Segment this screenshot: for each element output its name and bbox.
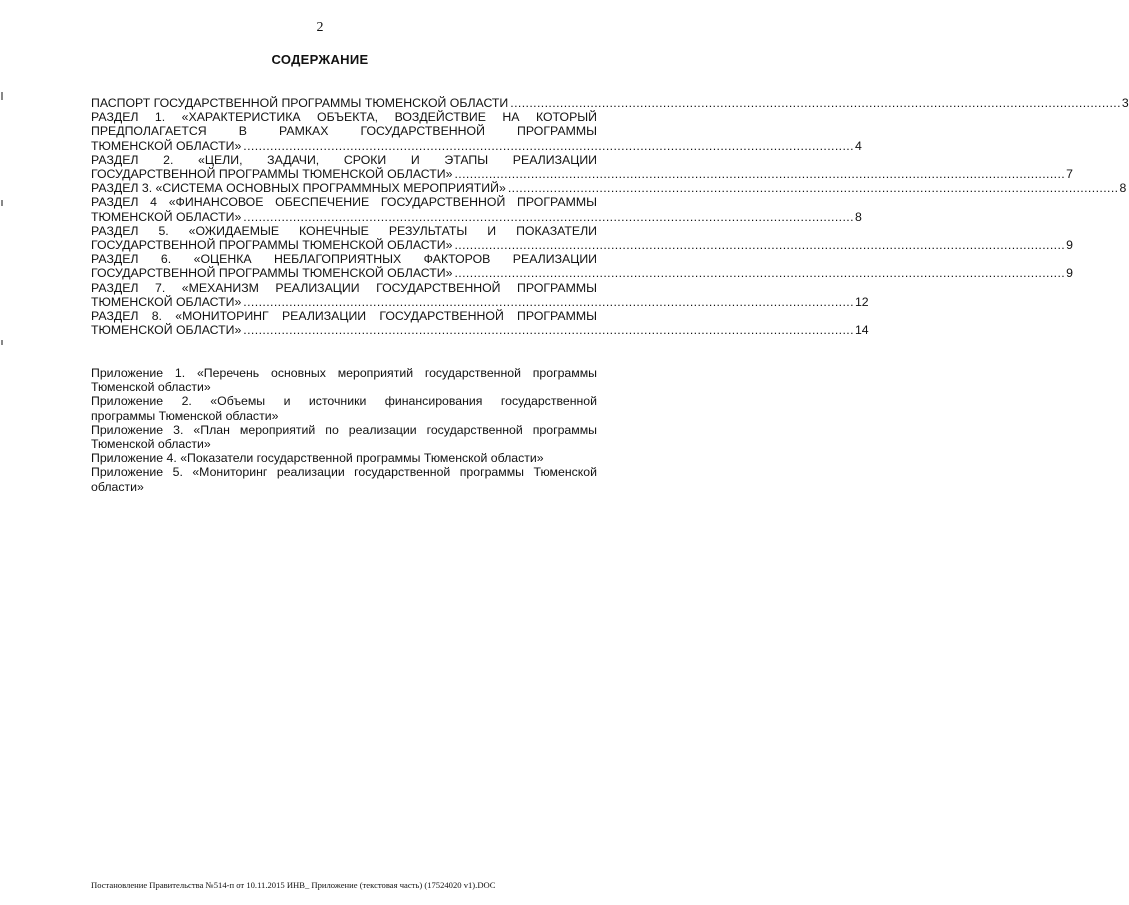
toc-entry-line (91, 181, 1127, 196)
scan-edge-mark (1, 340, 3, 345)
appendix-line: Приложение 2. «Объемы и источники финансирования государственной (91, 394, 597, 409)
appendix-line: Приложение 5. «Мониторинг реализации государственной программы Тюменской (91, 465, 597, 480)
scan-edge-mark (1, 200, 3, 206)
appendix-line: Приложение 4. «Показатели государственной программы Тюменской области» (91, 451, 544, 466)
appendix-list (91, 366, 597, 494)
toc-title: СОДЕРЖАНИЕ (271, 52, 369, 67)
toc-entry-line (91, 238, 1073, 253)
toc-page-number: 9 (1066, 238, 1073, 253)
toc-entry (91, 152, 1073, 182)
scan-edge-mark (1, 92, 3, 100)
toc-entry-line (91, 294, 869, 309)
page-number: 2 (316, 20, 324, 35)
appendix-item (91, 465, 597, 493)
appendix-line: программы Тюменской области» (91, 408, 279, 423)
toc-entry-title: ПАСПОРТ ГОСУДАРСТВЕННОЙ ПРОГРАММЫ ТЮМЕНСКОЙ ОБЛАСТИ (91, 96, 509, 110)
toc-page-number: 8 (854, 209, 862, 224)
toc-entry (91, 96, 1129, 110)
toc-entry-title: ТЮМЕНСКОЙ ОБЛАСТИ» (91, 209, 242, 224)
toc-page-number: 4 (854, 138, 862, 153)
toc-page-number: 9 (1066, 266, 1073, 281)
toc-dot-leader: ................................................................................................................................................................ (243, 138, 854, 153)
toc-entry (91, 181, 1127, 196)
toc-entry-title: ГОСУДАРСТВЕННОЙ ПРОГРАММЫ ТЮМЕНСКОЙ ОБЛАСТИ» (91, 167, 453, 182)
toc-entry-title: РАЗДЕЛ 3. «СИСТЕМА ОСНОВНЫХ ПРОГРАММНЫХ МЕРОПРИЯТИЙ» (91, 181, 506, 196)
toc-dot-leader: ................................................................................................................................................................ (454, 266, 1066, 281)
toc-entry (91, 252, 1073, 281)
toc-page-number: 14 (854, 323, 869, 338)
toc-entry-line (91, 96, 1129, 110)
appendix-item (91, 394, 597, 422)
toc-entry-line (91, 266, 1073, 281)
toc-entry-line: РАЗДЕЛ 4 «ФИНАНСОВОЕ ОБЕСПЕЧЕНИЕ ГОСУДАРСТВЕННОЙ ПРОГРАММЫ (91, 195, 597, 210)
toc-entry-line: РАЗДЕЛ 8. «МОНИТОРИНГ РЕАЛИЗАЦИИ ГОСУДАРСТВЕННОЙ ПРОГРАММЫ (91, 309, 597, 324)
appendix-item (91, 366, 597, 394)
toc-page-number: 7 (1066, 167, 1073, 182)
appendix-line: Тюменской области» (91, 380, 211, 395)
toc-page-number: 12 (854, 294, 869, 309)
toc-dot-leader: ................................................................................................................................................................ (243, 209, 854, 224)
toc-entry-line (91, 209, 862, 224)
toc-entry (91, 280, 869, 309)
toc-dot-leader: ................................................................................................................................................................ (510, 96, 1121, 110)
toc-dot-leader: ................................................................................................................................................................ (243, 323, 854, 338)
toc-entry-title: ТЮМЕНСКОЙ ОБЛАСТИ» (91, 323, 242, 338)
toc-entry (91, 223, 1073, 253)
appendix-line: Тюменской области» (91, 437, 211, 452)
toc-entry-title: ГОСУДАРСТВЕННОЙ ПРОГРАММЫ ТЮМЕНСКОЙ ОБЛАСТИ» (91, 266, 453, 281)
document-footer: Постановление Правительства №514-п от 10.11.2015 ИНВ_ Приложение (текстовая часть) (17524020 v1).DOC (91, 880, 496, 890)
toc-entry-line: РАЗДЕЛ 2. «ЦЕЛИ, ЗАДАЧИ, СРОКИ И ЭТАПЫ РЕАЛИЗАЦИИ (91, 152, 597, 167)
appendix-line: Приложение 3. «План мероприятий по реализации государственной программы (91, 422, 597, 437)
toc-dot-leader: ................................................................................................................................................................ (454, 238, 1066, 253)
toc-dot-leader: ................................................................................................................................................................ (454, 167, 1066, 182)
toc-entry-line (91, 167, 1073, 182)
appendix-line: Приложение 1. «Перечень основных мероприятий государственной программы (91, 366, 597, 380)
toc-entry-line (91, 323, 869, 338)
toc-entry (91, 110, 862, 153)
toc-entry (91, 195, 862, 224)
toc-entry-title: ГОСУДАРСТВЕННОЙ ПРОГРАММЫ ТЮМЕНСКОЙ ОБЛАСТИ» (91, 238, 453, 253)
toc-entry-line (91, 138, 862, 153)
appendix-item (91, 451, 597, 465)
toc-dot-leader: ................................................................................................................................................................ (507, 181, 1119, 196)
toc-entry-title: ТЮМЕНСКОЙ ОБЛАСТИ» (91, 138, 242, 153)
toc-page-number: 3 (1121, 96, 1129, 110)
toc-entry-line: РАЗДЕЛ 6. «ОЦЕНКА НЕБЛАГОПРИЯТНЫХ ФАКТОРОВ РЕАЛИЗАЦИИ (91, 252, 597, 267)
toc-entry-line: РАЗДЕЛ 5. «ОЖИДАЕМЫЕ КОНЕЧНЫЕ РЕЗУЛЬТАТЫ И ПОКАЗАТЕЛИ (91, 223, 597, 238)
toc-page-number: 8 (1119, 181, 1127, 196)
toc-entry-line: РАЗДЕЛ 1. «ХАРАКТЕРИСТИКА ОБЪЕКТА, ВОЗДЕЙСТВИЕ НА КОТОРЫЙ (91, 110, 597, 125)
toc-entry (91, 309, 869, 338)
toc-entry-line: ПРЕДПОЛАГАЕТСЯ В РАМКАХ ГОСУДАРСТВЕННОЙ ПРОГРАММЫ (91, 124, 597, 139)
table-of-contents (91, 96, 1129, 338)
toc-dot-leader: ................................................................................................................................................................ (243, 294, 854, 309)
toc-entry-title: ТЮМЕНСКОЙ ОБЛАСТИ» (91, 294, 242, 309)
appendix-item (91, 423, 597, 451)
toc-entry-line: РАЗДЕЛ 7. «МЕХАНИЗМ РЕАЛИЗАЦИИ ГОСУДАРСТВЕННОЙ ПРОГРАММЫ (91, 280, 597, 295)
appendix-line: области» (91, 479, 144, 494)
